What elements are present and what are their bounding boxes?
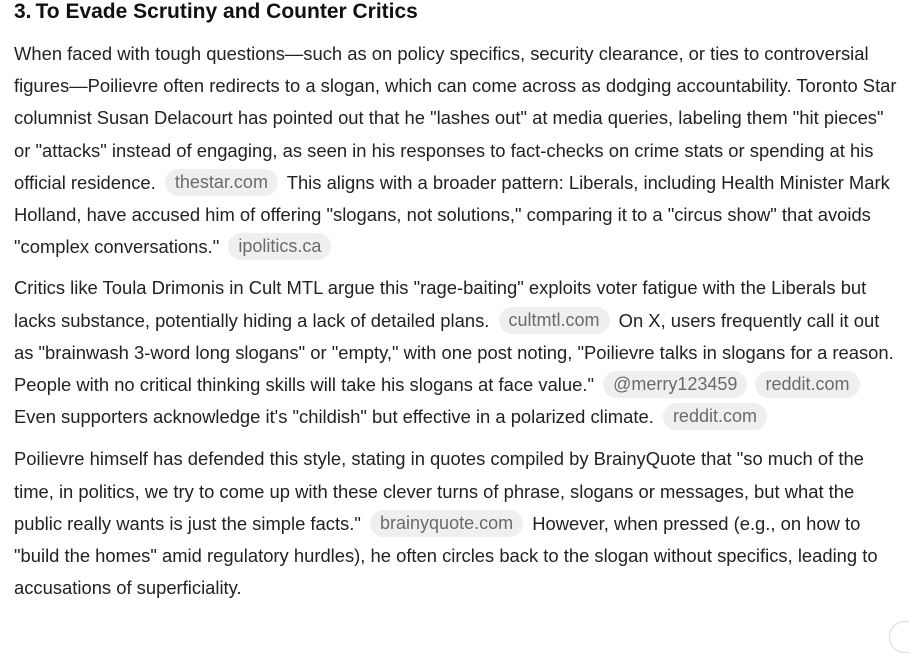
- article-section: [14, 0, 902, 604]
- paragraph-1: [14, 38, 902, 263]
- para2-text-3: Even supporters acknowledge it's "childish" but effective in a polarized climate.: [14, 406, 654, 428]
- para1-text-1: When faced with tough questions—such as on policy specifics, security clearance, or ties to controversial figures—Poilievre often redirects to a slogan, which can come across as dodging accountability. Toronto Star columnist Susan Delacourt has pointed out that he "lashes out" at media queries, labeling them "hit pieces" or "attacks" instead of engaging, as seen in his responses to fact-checks on crime stats or spending at his official residence.: [14, 43, 897, 193]
- citation-chip-reddit-2[interactable]: reddit.com: [663, 403, 767, 430]
- citation-chip-ipolitics[interactable]: ipolitics.ca: [228, 233, 331, 260]
- citation-chip-x-user[interactable]: @merry123459: [603, 371, 747, 398]
- paragraph-2: [14, 272, 902, 433]
- heading-title: To Evade Scrutiny and Counter Critics: [35, 0, 418, 23]
- heading-number: 3.: [14, 0, 32, 23]
- citation-chip-brainyquote[interactable]: brainyquote.com: [370, 510, 523, 537]
- citation-chip-cultmtl[interactable]: cultmtl.com: [499, 307, 610, 334]
- para2-text-2: On X, users frequently call it out as "brainwash 3-word long slogans" or "empty," with one post noting, "Poilievre talks in slogans for a reason. People with no critical thinking skills will take his slogans at face value.": [14, 309, 894, 396]
- citation-chip-thestar[interactable]: thestar.com: [165, 169, 278, 196]
- para3-text-2: However, when pressed (e.g., on how to "build the homes" amid regulatory hurdles), he often circles back to the slogan without specifics, leading to accusations of superficiality.: [14, 512, 878, 599]
- scroll-button[interactable]: [889, 621, 909, 653]
- citation-chip-reddit-1[interactable]: reddit.com: [755, 371, 859, 398]
- section-heading: [14, 0, 902, 24]
- paragraph-3: [14, 443, 902, 604]
- para3-text-1: Poilievre himself has defended this style, stating in quotes compiled by BrainyQuote that "so much of the time, in politics, we try to come up with these clever turns of phrase, slogans or messages, but what the public really wants is just the simple facts.": [14, 448, 864, 534]
- para2-text-1: Critics like Toula Drimonis in Cult MTL argue this "rage-baiting" exploits voter fatigue with the Liberals but lacks substance, potentially hiding a lack of detailed plans.: [14, 277, 867, 331]
- para1-text-2: This aligns with a broader pattern: Liberals, including Health Minister Mark Holland, have accused him of offering "slogans, not solutions," comparing it to a "circus show" that avoids "complex conversations.": [14, 171, 890, 258]
